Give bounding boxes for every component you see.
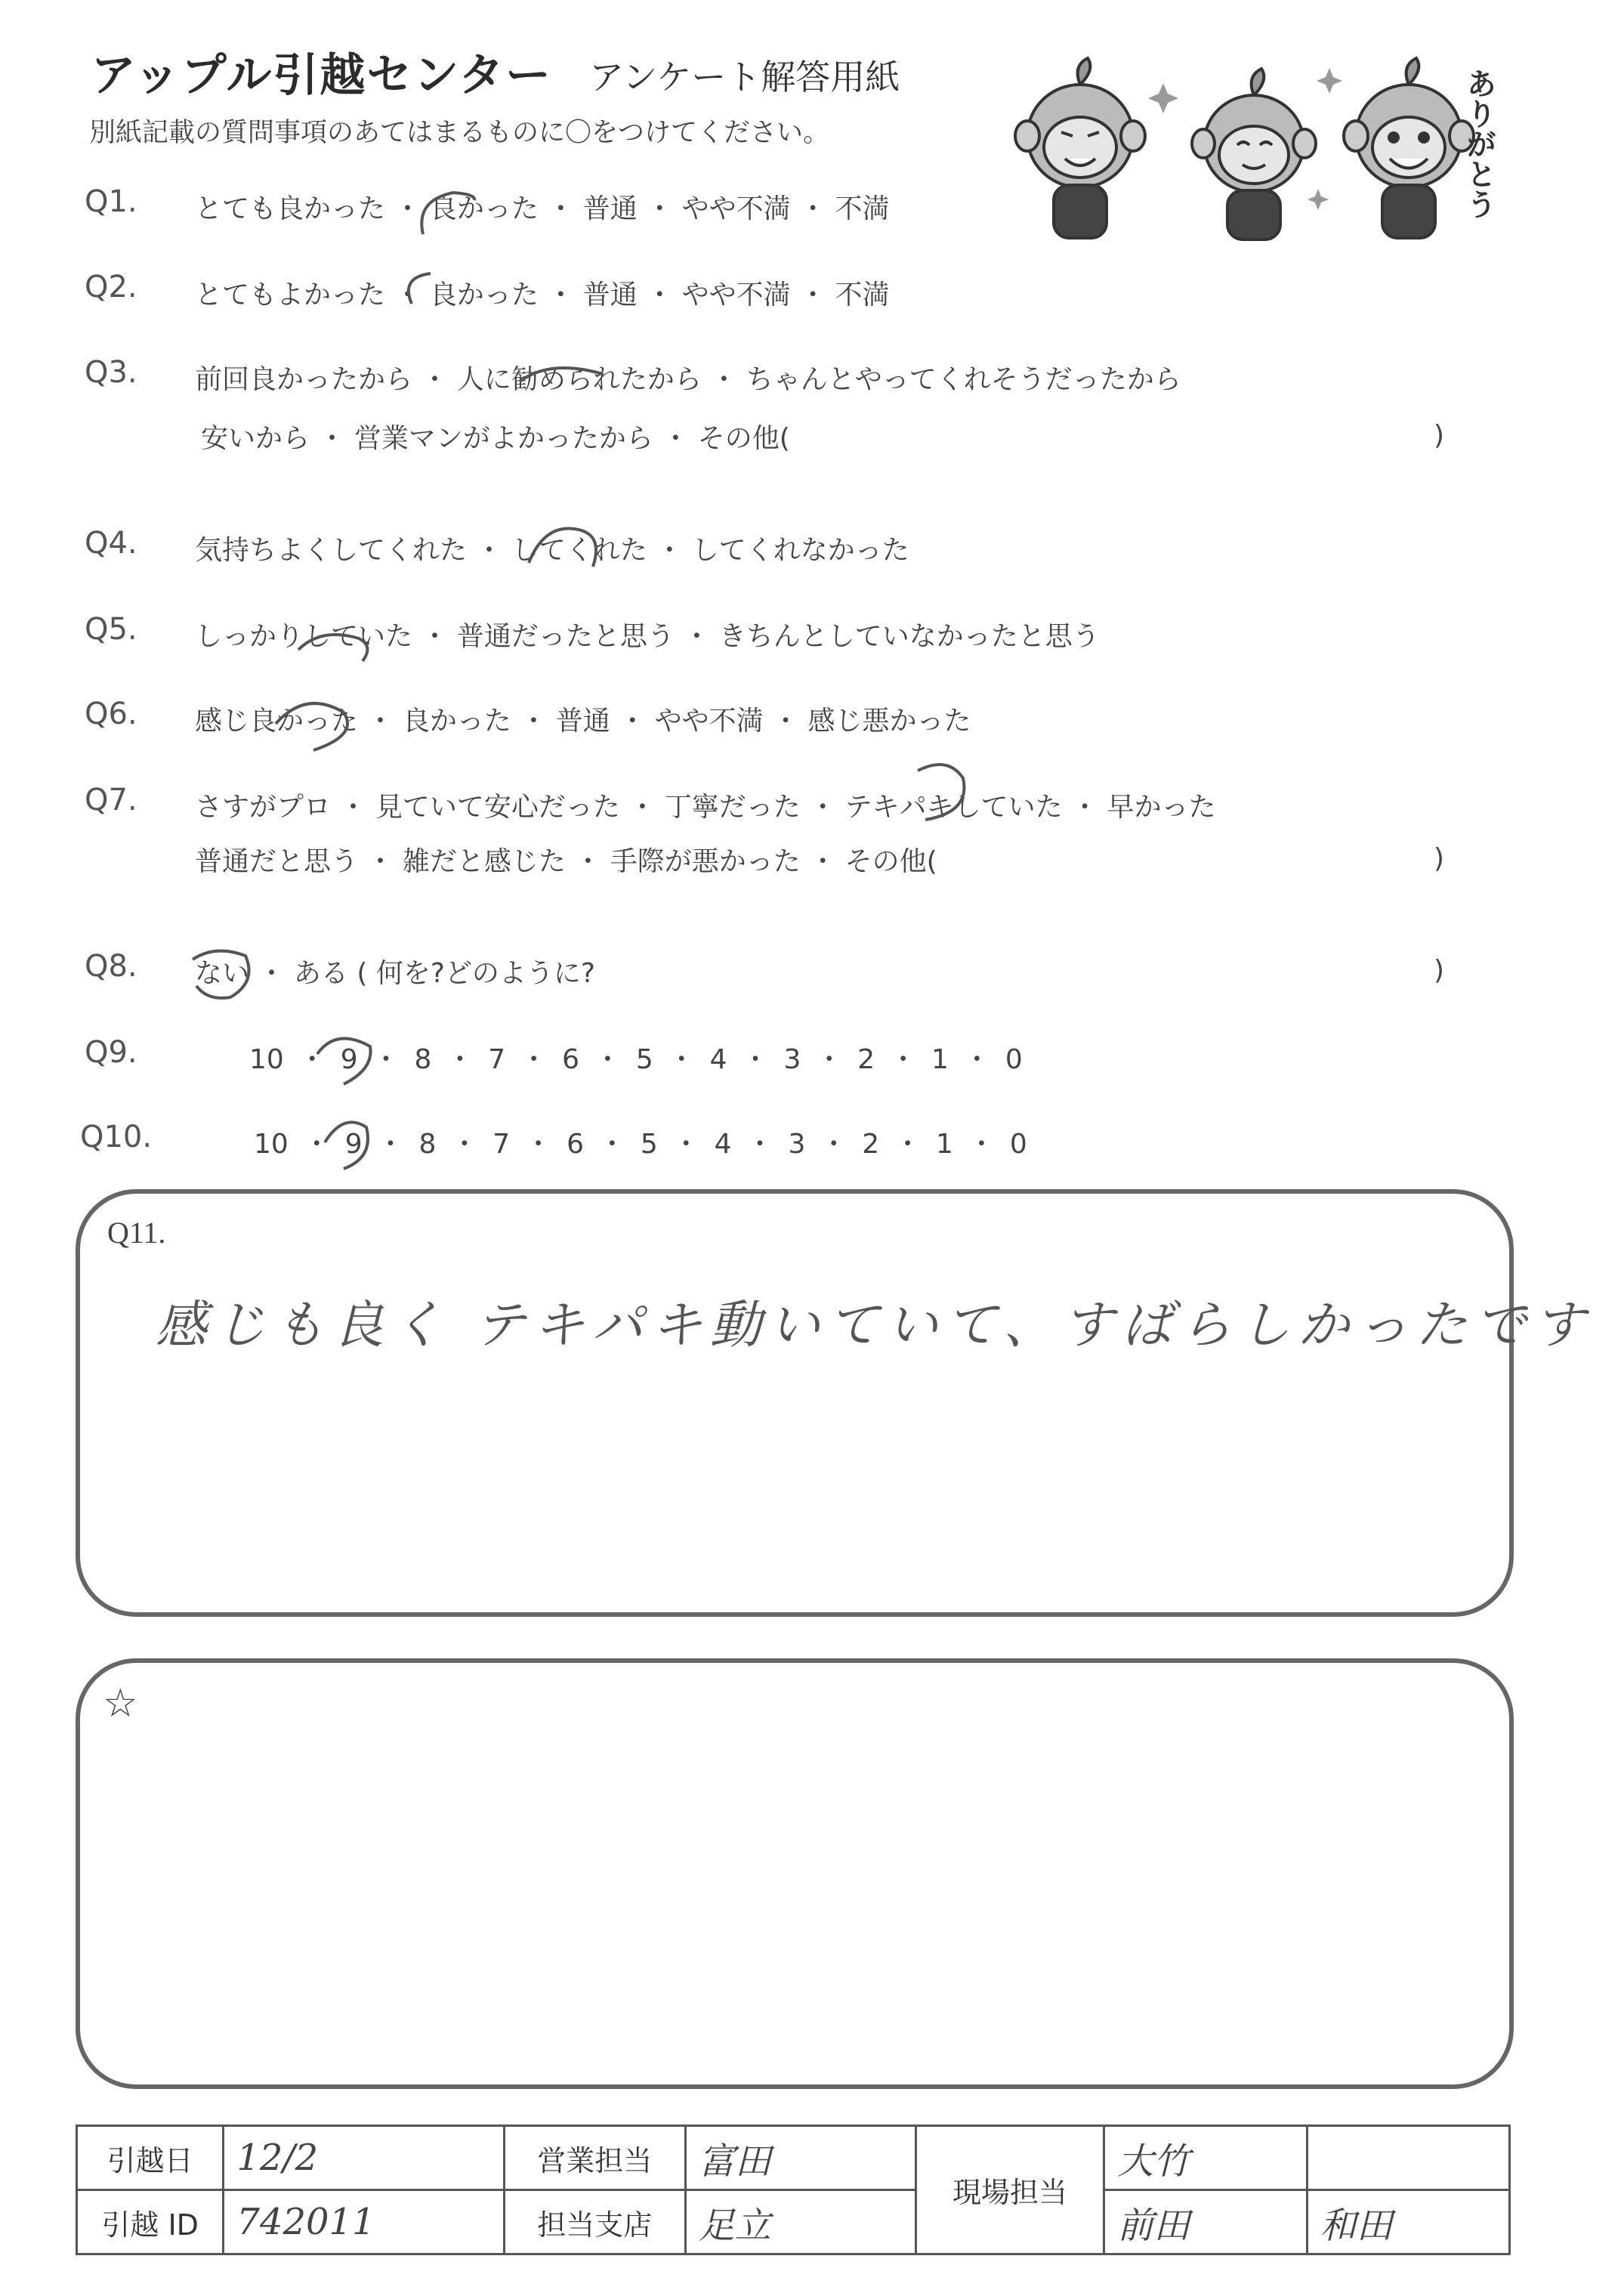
q4-label: Q4. bbox=[85, 526, 137, 561]
q4-options: 気持ちよくしてくれた ・ してくれた ・ してくれなかった bbox=[195, 535, 909, 566]
q2-options: とてもよかった ・ 良かった ・ 普通 ・ やや不満 ・ 不満 bbox=[195, 280, 890, 311]
star-comment-box bbox=[76, 1658, 1514, 2089]
field-staff-empty bbox=[1307, 2126, 1509, 2190]
move-date-value: 12/2 bbox=[224, 2126, 504, 2190]
q9-label: Q9. bbox=[85, 1035, 137, 1070]
field-staff-3: 和田 bbox=[1307, 2190, 1509, 2254]
q3-options-line2: 安いから ・ 営業マンがよかったから ・ その他( bbox=[201, 423, 790, 454]
q8-options: ない ・ ある ( 何を?どのように? bbox=[195, 958, 596, 989]
q11-label: Q11. bbox=[107, 1216, 166, 1250]
branch-label: 担当支店 bbox=[504, 2190, 685, 2254]
q7-options-line1: さすがプロ ・ 見ていて安心だった ・ 丁寧だった ・ テキパキしていた ・ 早かった bbox=[195, 792, 1216, 823]
instructions: 別紙記載の質問事項のあてはまるものに〇をつけてください。 bbox=[89, 118, 830, 148]
star-label: ☆ bbox=[103, 1681, 138, 1726]
q11-comment-box bbox=[76, 1189, 1593, 1617]
q5-options: しっかりしていた ・ 普通だったと思う ・ きちんとしていなかったと思う bbox=[195, 621, 1100, 652]
q1-circle-mark bbox=[421, 193, 474, 234]
q3-circle-mark bbox=[520, 368, 603, 382]
field-staff-1: 大竹 bbox=[1104, 2126, 1307, 2190]
q5-circle-mark bbox=[298, 635, 367, 661]
q9-scale: 10 ・ 9 ・ 8 ・ 7 ・ 6 ・ 5 ・ 4 ・ 3 ・ 2 ・ 1 ・ 0 bbox=[249, 1044, 1023, 1075]
q4-circle-mark bbox=[529, 529, 596, 567]
field-staff-2: 前田 bbox=[1104, 2190, 1307, 2254]
q1-options: とても良かった ・ 良かった ・ 普通 ・ やや不満 ・ 不満 bbox=[195, 193, 890, 224]
q5-label: Q5. bbox=[85, 612, 137, 647]
q7-circle-mark bbox=[918, 765, 964, 820]
q10-label: Q10. bbox=[80, 1120, 153, 1154]
sales-label: 営業担当 bbox=[504, 2126, 685, 2190]
sales-value: 富田 bbox=[685, 2126, 915, 2190]
q7-label: Q7. bbox=[85, 783, 137, 817]
brand-title: アップル引越センター bbox=[91, 49, 552, 102]
move-id-value: 742011 bbox=[224, 2190, 504, 2254]
q2-circle-mark bbox=[409, 273, 431, 304]
q3-options-line1: 前回良かったから ・ 人に勧められたから ・ ちゃんとやってくれそうだったから bbox=[195, 364, 1181, 395]
q7-options-line2: 普通だと思う ・ 雑だと感じた ・ 手際が悪かった ・ その他( bbox=[195, 846, 937, 877]
q2-label: Q2. bbox=[85, 270, 137, 304]
q8-label: Q8. bbox=[85, 949, 137, 984]
field-staff-label: 現場担当 bbox=[915, 2126, 1104, 2254]
q1-label: Q1. bbox=[85, 184, 137, 219]
q6-circle-mark bbox=[276, 703, 347, 750]
info-table bbox=[76, 2125, 1511, 2255]
q10-circle-mark bbox=[325, 1122, 368, 1169]
q3-label: Q3. bbox=[85, 355, 137, 390]
q9-circle-mark bbox=[317, 1039, 371, 1084]
q6-options: 感じ良かった ・ 良かった ・ 普通 ・ やや不満 ・ 感じ悪かった bbox=[195, 706, 971, 737]
branch-value: 足立 bbox=[685, 2190, 915, 2254]
q8-close-paren: ) bbox=[1434, 955, 1445, 986]
q8-circle-mark bbox=[193, 951, 249, 998]
form-subtitle: アンケート解答用紙 bbox=[589, 57, 900, 97]
q6-label: Q6. bbox=[85, 697, 137, 731]
q10-scale: 10 ・ 9 ・ 8 ・ 7 ・ 6 ・ 5 ・ 4 ・ 3 ・ 2 ・ 1 ・ 0 bbox=[254, 1129, 1027, 1160]
q7-close-paren: ) bbox=[1434, 843, 1445, 874]
q3-close-paren: ) bbox=[1434, 420, 1445, 451]
move-date-label: 引越日 bbox=[77, 2126, 224, 2190]
q11-handwritten-answer: 感じも良く テキパキ動いていて、すばらしかったです bbox=[156, 1296, 1593, 1355]
thanks-text: ありがとう bbox=[1462, 68, 1496, 219]
move-id-label: 引越 ID bbox=[77, 2190, 224, 2254]
